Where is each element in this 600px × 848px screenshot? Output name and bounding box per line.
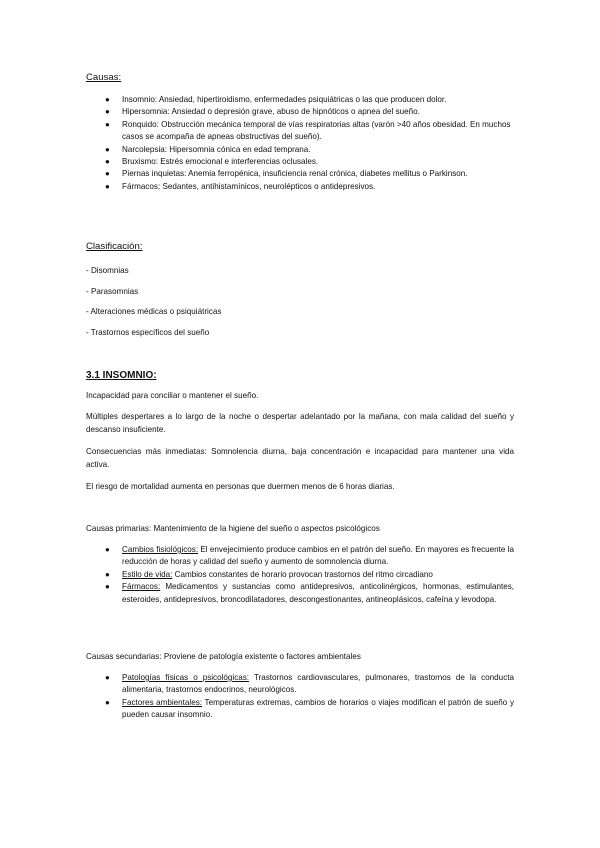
list-item: ● Bruxismo: Estrés emocional e interferencias oclusales. (122, 156, 514, 168)
bullet-icon: ● (105, 95, 110, 104)
list-item: ● Insomnio: Ansiedad, hipertiroidismo, enfermedades psiquiátricas o las que producen dolor. (122, 94, 514, 106)
causas-heading: Causas: (86, 72, 122, 83)
clasificacion-item: - Alteraciones médicas o psiquiátricas (86, 307, 222, 316)
list-item: ● Cambios fisiológicos: El envejecimiento produce cambios en el patrón del sueño. En mayores es frecuente la reducción de horas y calidad del sueño y aumento de somnolencia diurna. (105, 545, 514, 567)
bullet-icon: ● (105, 119, 110, 129)
clasificacion-item: - Disomnias (86, 266, 129, 275)
causas-list (105, 94, 514, 193)
list-item: ● Ronquido: Obstrucción mecánica temporal de vías respiratorias altas (varón >40 años obesidad. En muchos casos se acompaña de apneas obstructivas del sueño). (105, 119, 511, 142)
bullet-icon: ● (105, 582, 110, 592)
bullet-icon: ● (105, 169, 110, 179)
insomnio-heading: 3.1 INSOMNIO: (86, 370, 157, 381)
causas-primarias-list (105, 544, 514, 606)
list-item: ● Patologías físicas o psicológicas: Trastornos cardiovasculares, pulmonares, trastornos de la conducta alimentaria, trastornos endocrinos, neurológicos. (105, 673, 514, 695)
causas-primarias-intro: Causas primarias: Mantenimiento de la higiene del sueño o aspectos psicológicos (86, 524, 380, 533)
insomnio-paragraph: Consecuencias más inmediatas: Somnolencia diurna, baja concentración e incapacidad para mantener una vida activa. (86, 447, 514, 469)
bullet-icon: ● (105, 545, 110, 554)
insomnio-paragraph: Incapacidad para conciliar o mantener el sueño. (86, 391, 259, 400)
bullet-icon: ● (105, 157, 110, 167)
clasificacion-item: - Parasomnias (86, 287, 139, 296)
list-item: ● Fármacos: Medicamentos y sustancias como antidepresivos, anticolinérgicos, hormonas, estimulantes, esteroides, antidepresivos, broncodilatadores, descongestionantes, antineoplásicos, cafeína y levodopa. (105, 582, 514, 604)
list-item: ● Factores ambientales: Temperaturas extremas, cambios de horarios o viajes modifican el patrón de sueño y pueden causar insomnio. (105, 697, 514, 720)
clasificacion-heading: Clasificación: (86, 241, 143, 252)
bullet-icon: ● (105, 697, 110, 707)
causas-secundarias-intro: Causas secundarias: Proviene de patología existente o factores ambientales (86, 652, 361, 661)
list-item: ● Narcolepsia: Hipersomnia cónica en edad temprana. (122, 144, 514, 156)
bullet-icon: ● (105, 569, 110, 579)
bullet-icon: ● (105, 673, 110, 682)
bullet-icon: ● (105, 107, 110, 117)
causas-secundarias-list (105, 672, 514, 722)
insomnio-paragraph: El riesgo de mortalidad aumenta en personas que duermen menos de 6 horas diarias. (86, 482, 395, 491)
list-item: ● Fármacos: Sedantes, antihistamínicos, neurolépticos o antidepresivos. (122, 181, 514, 193)
bullet-icon: ● (105, 144, 110, 154)
clasificacion-item: - Trastornos específicos del sueño (86, 328, 210, 337)
list-item: ● Hipersomnia: Ansiedad o depresión grave, abuso de hipnóticos o apnea del sueño. (122, 106, 514, 118)
bullet-icon: ● (105, 181, 110, 191)
list-item: ● Estilo de vida: Cambios constantes de horario provocan trastornos del ritmo circadiano (122, 569, 514, 581)
insomnio-paragraph: Múltiples despertares a lo largo de la noche o despertar adelantado por la mañana, con mala calidad del sueño y descanso insuficiente. (86, 412, 514, 434)
list-item: ● Piernas inquietas: Anemia ferropénica, insuficiencia renal crónica, diabetes mellitus o Parkinson. (122, 168, 514, 180)
